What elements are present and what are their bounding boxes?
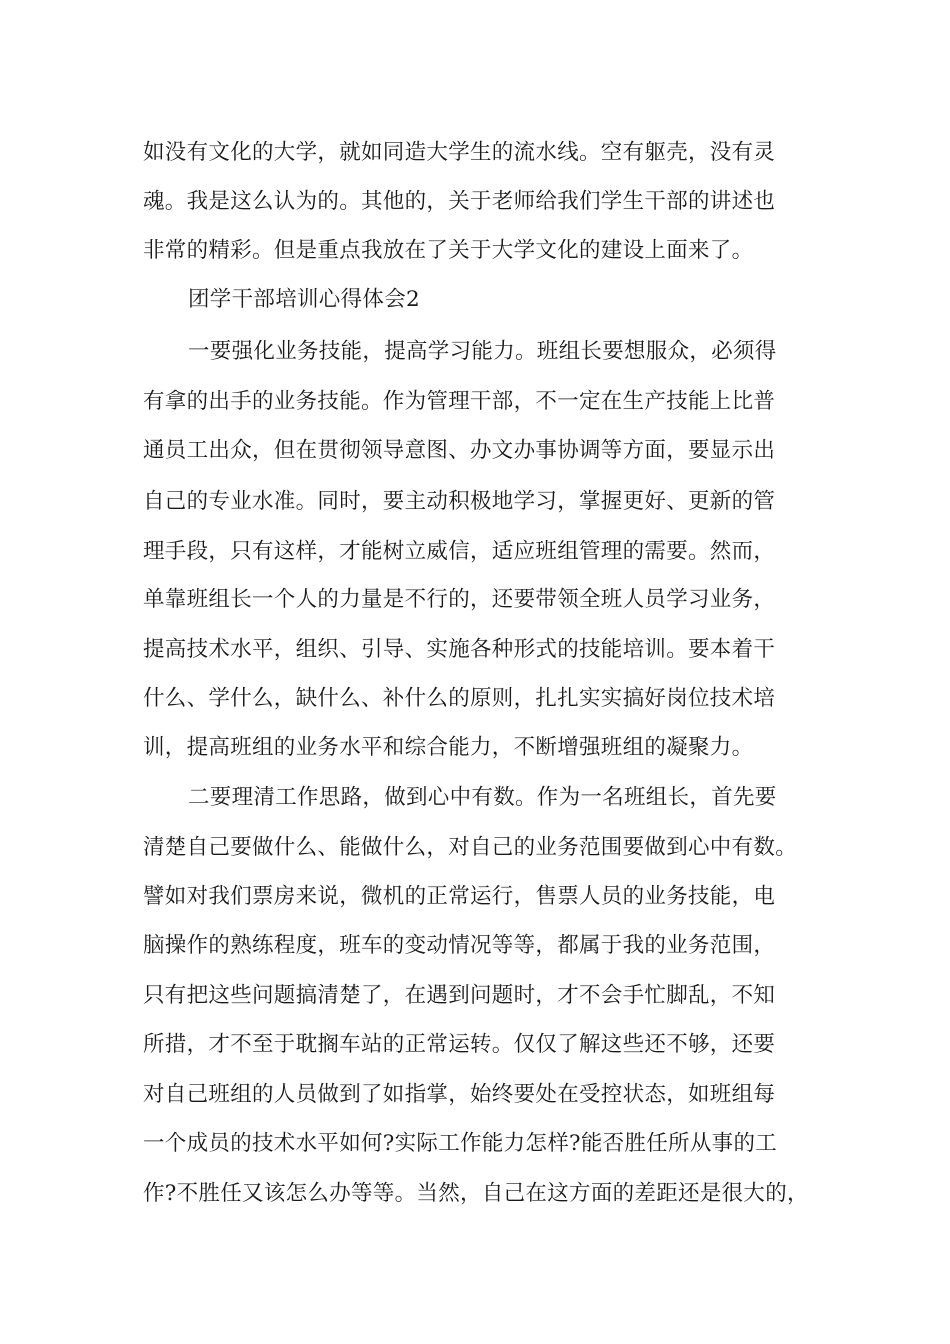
text-line: 训，提高班组的业务水平和综合能力，不断增强班组的凝聚力。 bbox=[143, 735, 754, 760]
text-line: 脑操作的熟练程度，班车的变动情况等等，都属于我的业务范围， bbox=[143, 933, 776, 958]
text-line: 清楚自己要做什么、能做什么，对自己的业务范围要做到心中有数。 bbox=[143, 835, 798, 860]
text-line: 自己的专业水准。同时，要主动积极地学习，掌握更好、更新的管 bbox=[143, 489, 776, 514]
text-line: 提高技术水平，组织、引导、实施各种形式的技能培训。要本着干 bbox=[143, 637, 776, 662]
text-line: 非常的精彩。但是重点我放在了关于大学文化的建设上面来了。 bbox=[143, 238, 754, 263]
text-line: 只有把这些问题搞清楚了，在遇到问题时，才不会手忙脚乱，不知 bbox=[143, 983, 776, 1008]
text-line: 譬如对我们票房来说，微机的正常运行，售票人员的业务技能，电 bbox=[143, 884, 776, 909]
text-line: 二要理清工作思路，做到心中有数。作为一名班组长，首先要 bbox=[188, 785, 777, 810]
text-line: 有拿的出手的业务技能。作为管理干部，不一定在生产技能上比普 bbox=[143, 389, 776, 414]
text-line: 什么、学什么，缺什么、补什么的原则，扎扎实实搞好岗位技术培 bbox=[143, 686, 776, 711]
text-line: 如没有文化的大学，就如同造大学生的流水线。空有躯壳，没有灵 bbox=[143, 140, 776, 165]
text-line: 作?不胜任又该怎么办等等。当然，自己在这方面的差距还是很大的， bbox=[143, 1181, 809, 1206]
text-line: 单靠班组长一个人的力量是不行的，还要带领全班人员学习业务， bbox=[143, 587, 776, 612]
text-line: 一个成员的技术水平如何?实际工作能力怎样?能否胜任所从事的工 bbox=[143, 1131, 778, 1156]
text-line: 一要强化业务技能，提高学习能力。班组长要想服众，必须得 bbox=[188, 339, 777, 364]
text-line: 所措，才不至于耽搁车站的正常运转。仅仅了解这些还不够，还要 bbox=[143, 1032, 776, 1057]
text-line: 理手段，只有这样，才能树立威信，适应班组管理的需要。然而， bbox=[143, 539, 776, 564]
section-heading: 团学干部培训心得体会2 bbox=[188, 287, 420, 312]
text-line: 通员工出众，但在贯彻领导意图、办文办事协调等方面，要显示出 bbox=[143, 438, 776, 463]
text-line: 对自己班组的人员做到了如指掌，始终要处在受控状态，如班组每 bbox=[143, 1082, 776, 1107]
text-line: 魂。我是这么认为的。其他的，关于老师给我们学生干部的讲述也 bbox=[143, 189, 776, 214]
